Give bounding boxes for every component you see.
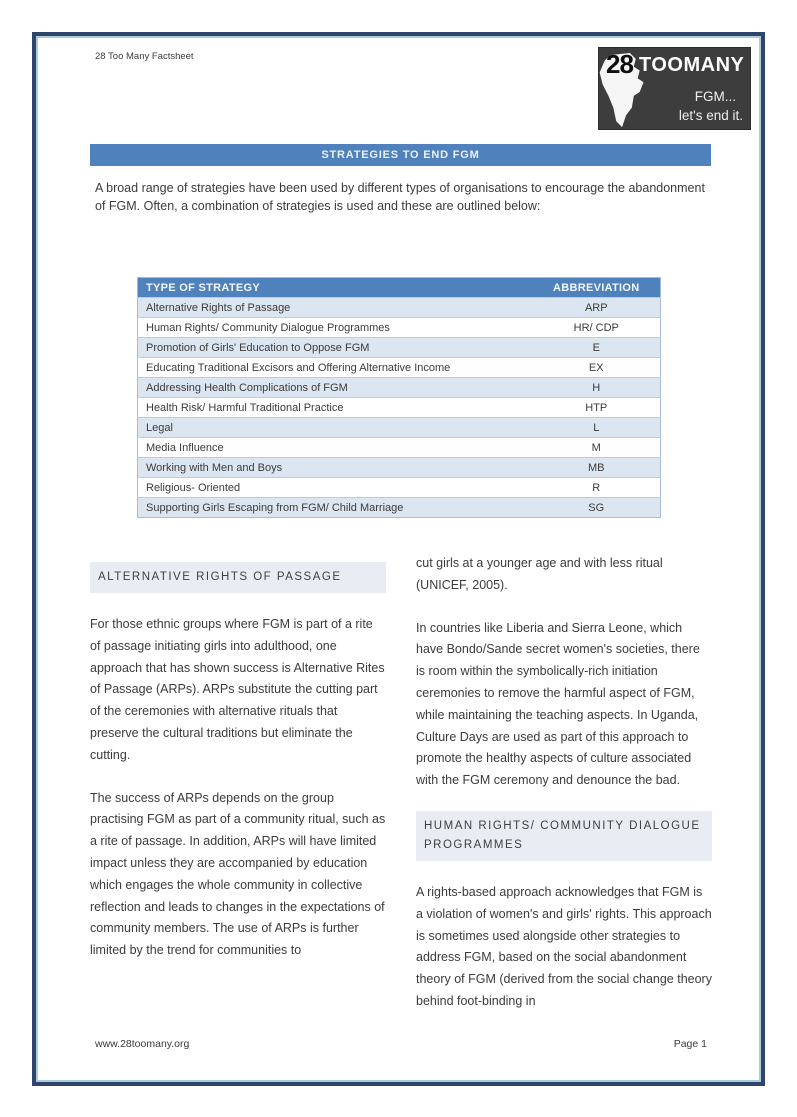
- 28toomany-logo: [598, 47, 751, 130]
- abbreviation-cell: MB: [533, 458, 661, 478]
- right-column: [416, 552, 712, 1013]
- abbreviation-cell: R: [533, 478, 661, 498]
- table-header-row: [138, 278, 661, 298]
- footer-page-number: Page 1: [673, 1038, 707, 1050]
- arp-paragraph-3: In countries like Liberia and Sierra Leone, which have Bondo/Sande secret women's societies, there is room within the symbolically-rich initiation ceremonies to remove the harmful aspect of FGM, while maintaining the teaching aspects. In Uganda, Culture Days are used as part of this approach to promote the healthy aspects of culture associated with the FGM ceremony and denounce the bad.: [416, 620, 700, 788]
- table-row: [138, 358, 661, 378]
- strategy-cell: Working with Men and Boys: [138, 458, 533, 478]
- strategy-cell: Alternative Rights of Passage: [138, 298, 533, 318]
- table-row: [138, 458, 661, 478]
- strategy-cell: Supporting Girls Escaping from FGM/ Child Marriage: [138, 498, 533, 518]
- abbreviation-cell: SG: [533, 498, 661, 518]
- strategy-table: [137, 277, 661, 518]
- table-row: [138, 398, 661, 418]
- logo-number: 28: [606, 49, 633, 79]
- abbreviation-cell: HR/ CDP: [533, 318, 661, 338]
- table-row: [138, 438, 661, 458]
- abbreviation-cell: EX: [533, 358, 661, 378]
- table-row: [138, 418, 661, 438]
- abbreviation-cell: H: [533, 378, 661, 398]
- intro-paragraph: A broad range of strategies have been used by different types of organisations to encourage the abandonment of FGM. Often, a combination of strategies is used and these are outlined below:: [95, 181, 705, 213]
- abbreviation-cell: HTP: [533, 398, 661, 418]
- table-row: [138, 298, 661, 318]
- arp-paragraph-continued: cut girls at a younger age and with less ritual (UNICEF, 2005).: [416, 556, 663, 592]
- two-column-body: [90, 552, 712, 1013]
- arp-paragraph-2: The success of ARPs depends on the group practising FGM as part of a community ritual, such as a rite of passage. In addition, ARPs will have limited impact unless they are accompanied by education which engages the whole community in collective reflection and leads to changes in the expectations of community members. The use of ARPs is further limited by the trend for communities to: [90, 790, 386, 958]
- document-header-text: 28 Too Many Factsheet: [95, 51, 194, 62]
- section-banner-title: STRATEGIES TO END FGM: [90, 144, 711, 166]
- strategy-cell: Religious- Oriented: [138, 478, 533, 498]
- strategy-cell: Educating Traditional Excisors and Offering Alternative Income: [138, 358, 533, 378]
- column-header-abbreviation: ABBREVIATION: [533, 278, 661, 298]
- abbreviation-cell: ARP: [533, 298, 661, 318]
- page-footer: [95, 1038, 707, 1050]
- logo-name: TOOMANY: [639, 54, 745, 76]
- hrcdp-paragraph-1: A rights-based approach acknowledges that FGM is a violation of women's and girls' rights. This approach is sometimes used alongside other strategies to address FGM, based on the social abandonment theory of FGM (derived from the social change theory behind foot-binding in: [416, 884, 712, 1008]
- strategy-cell: Health Risk/ Harmful Traditional Practice: [138, 398, 533, 418]
- table-row: [138, 378, 661, 398]
- table-row: [138, 338, 661, 358]
- column-header-type: TYPE OF STRATEGY: [138, 278, 533, 298]
- table-row: [138, 318, 661, 338]
- strategy-cell: Legal: [138, 418, 533, 438]
- abbreviation-cell: L: [533, 418, 661, 438]
- table-row: [138, 498, 661, 518]
- abbreviation-cell: M: [533, 438, 661, 458]
- table-row: [138, 478, 661, 498]
- logo-tagline-1: FGM...: [694, 89, 736, 104]
- strategy-cell: Human Rights/ Community Dialogue Programmes: [138, 318, 533, 338]
- strategy-cell: Promotion of Girls' Education to Oppose FGM: [138, 338, 533, 358]
- logo-tagline-2: let's end it.: [678, 108, 743, 123]
- strategy-cell: Addressing Health Complications of FGM: [138, 378, 533, 398]
- arp-paragraph-1: For those ethnic groups where FGM is part of a rite of passage initiating girls into adulthood, one approach that has shown success is Alternative Rites of Passage (ARPs). ARPs substitute the cutting part of the ceremonies with alternative rituals that preserve the cultural traditions but eliminate the cutting.: [90, 617, 385, 762]
- abbreviation-cell: E: [533, 338, 661, 358]
- section-heading-arp: ALTERNATIVE RIGHTS OF PASSAGE: [90, 562, 386, 593]
- footer-website: www.28toomany.org: [95, 1038, 190, 1050]
- strategy-cell: Media Influence: [138, 438, 533, 458]
- left-column: [90, 552, 386, 1013]
- section-heading-hrcdp: HUMAN RIGHTS/ COMMUNITY DIALOGUE PROGRAMMES: [416, 811, 712, 861]
